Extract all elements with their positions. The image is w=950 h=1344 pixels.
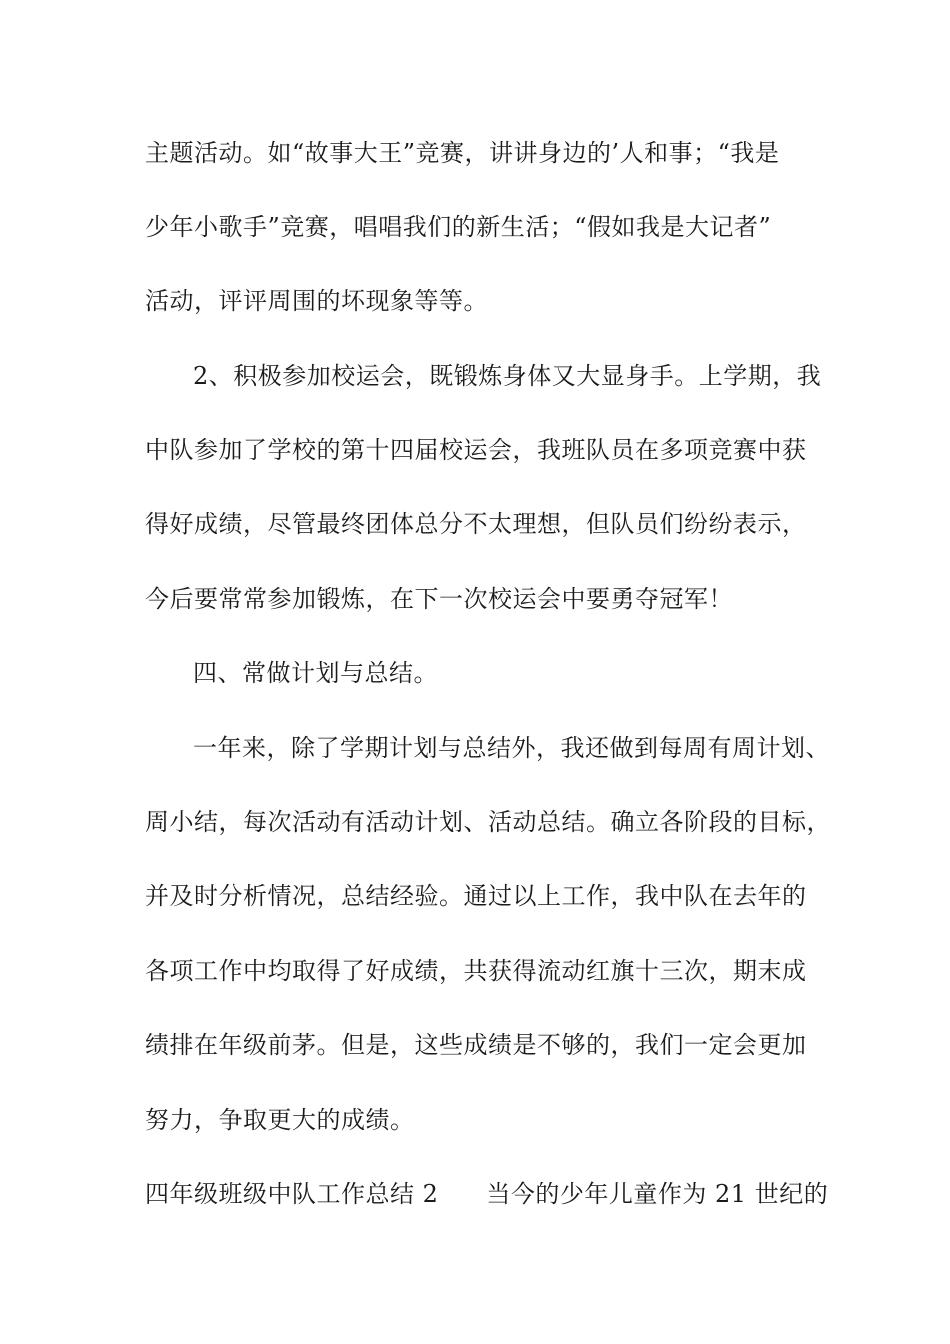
next-article-line <box>145 1179 828 1209</box>
text-line: 各项工作中均取得了好成绩，共获得流动红旗十三次，期末成 <box>145 957 807 985</box>
text-line: 中队参加了学校的第十四届校运会，我班队员在多项竞赛中获 <box>145 436 807 464</box>
text-line: 今后要常常参加锻炼，在下一次校运会中要勇夺冠军！ <box>145 585 733 613</box>
text-line: 绩排在年级前茅。但是，这些成绩是不够的，我们一定会更加 <box>145 1031 807 1059</box>
text-line: 得好成绩，尽管最终团体总分不太理想，但队员们纷纷表示， <box>145 510 807 538</box>
text-line: 并及时分析情况，总结经验。通过以上工作，我中队在去年的 <box>145 882 807 910</box>
paragraph-start-line: 一年来，除了学期计划与总结外，我还做到每周有周计划、 <box>193 734 830 762</box>
section-heading: 四、常做计划与总结。 <box>193 659 438 687</box>
article-title: 四年级班级中队工作总结 2 <box>145 1180 439 1208</box>
text-line: 努力，争取更大的成绩。 <box>145 1106 415 1134</box>
text-line: 少年小歌手”竞赛，唱唱我们的新生活；“假如我是大记者” <box>145 213 772 241</box>
text-line: 活动，评评周围的坏现象等等。 <box>145 287 488 315</box>
text-line: 周小结，每次活动有活动计划、活动总结。确立各阶段的目标， <box>145 808 831 836</box>
text-line: 主题活动。如“故事大王”竞赛，讲讲身边的’人和事；“我是 <box>145 139 780 167</box>
article-opening-text: 当今的少年儿童作为 21 世纪的 <box>486 1180 829 1208</box>
paragraph-start-line: 2、积极参加校运会，既锻炼身体又大显身手。上学期，我 <box>193 362 822 390</box>
